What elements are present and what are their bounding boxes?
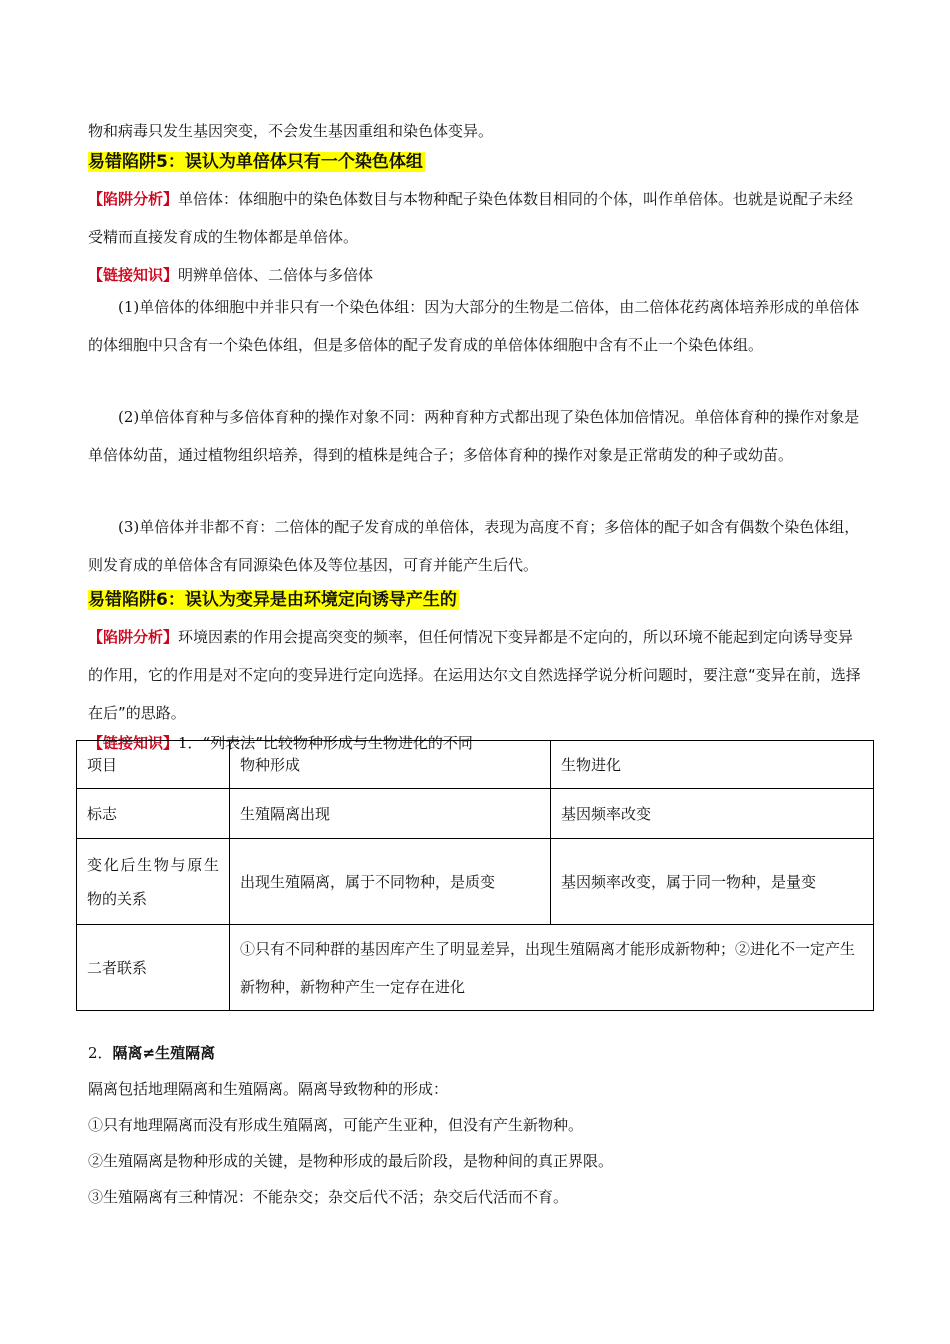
- table-row: [77, 839, 874, 925]
- trap5-point-1: (1)单倍体的体细胞中并非只有一个染色体组：因为大部分的生物是二倍体，由二倍体花药离体培养形成的单倍体的体细胞中只含有一个染色体组，但是多倍体的配子发育成的单倍体体细胞中含有不止一个染色体组。: [88, 298, 860, 354]
- trap5-link-text: 明辨单倍体、二倍体与多倍体: [178, 266, 374, 284]
- section2-title: 隔离≠生殖隔离: [112, 1044, 216, 1062]
- trap5-analysis-tag: 【陷阱分析】: [88, 190, 179, 208]
- comparison-table: [76, 740, 874, 1011]
- table-cell: 基因频率改变，属于同一物种，是量变: [551, 839, 874, 925]
- trap5-analysis-text: 单倍体：体细胞中的染色体数目与本物种配子染色体数目相同的个体，叫作单倍体。也就是说配子未经受精而直接发育成的生物体都是单倍体。: [88, 190, 854, 246]
- section2-heading: [88, 1037, 868, 1069]
- table-header-cell: 生物进化: [551, 741, 874, 789]
- trap5-title: 易错陷阱5：误认为单倍体只有一个染色体组: [88, 152, 423, 172]
- table-header-row: [77, 741, 874, 789]
- table-cell: ①只有不同种群的基因库产生了明显差异，出现生殖隔离才能形成新物种；②进化不一定产生新物种，新物种产生一定存在进化: [230, 925, 874, 1011]
- trap5-link-tag: 【链接知识】: [88, 266, 179, 284]
- trap6-link-tag: 【链接知识】: [88, 734, 179, 752]
- trap5-analysis: [88, 180, 868, 256]
- trap6-link-text: 1．“列表法”比较物种形成与生物进化的不同: [178, 734, 473, 752]
- section2-item-1: ①只有地理隔离而没有形成生殖隔离，可能产生亚种，但没有产生新物种。: [88, 1116, 584, 1134]
- table-cell: 二者联系: [77, 925, 230, 1011]
- trap6-analysis: [88, 618, 868, 732]
- trap5-point-3: (3)单倍体并非都不育：二倍体的配子发育成的单倍体，表现为高度不育；多倍体的配子如含有偶数个染色体组，则发育成的单倍体含有同源染色体及等位基因，可育并能产生后代。: [88, 518, 860, 574]
- intro-line: 物和病毒只发生基因突变，不会发生基因重组和染色体变异。: [88, 122, 494, 140]
- trap6-analysis-text: 环境因素的作用会提高突变的频率，但任何情况下变异都是不定向的，所以环境不能起到定向诱导变异的作用，它的作用是对不定向的变异进行定向选择。在运用达尔文自然选择学说分析问题时，要注意“变异在前，选择在后”的思路。: [88, 628, 861, 722]
- table-cell: 生殖隔离出现: [230, 789, 551, 839]
- table-row: [77, 925, 874, 1011]
- section2-num: 2．: [88, 1044, 113, 1062]
- section2-item-2: ②生殖隔离是物种形成的关键，是物种形成的最后阶段，是物种间的真正界限。: [88, 1152, 614, 1170]
- table-cell: 出现生殖隔离，属于不同物种，是质变: [230, 839, 551, 925]
- trap5-heading: [88, 150, 425, 174]
- trap6-analysis-tag: 【陷阱分析】: [88, 628, 179, 646]
- table-header-cell: 物种形成: [230, 741, 551, 789]
- table-cell: 基因频率改变: [551, 789, 874, 839]
- trap5-point-2: (2)单倍体育种与多倍体育种的操作对象不同：两种育种方式都出现了染色体加倍情况。单倍体育种的操作对象是单倍体幼苗，通过植物组织培养，得到的植株是纯合子；多倍体育种的操作对象是正常萌发的种子或幼苗。: [88, 408, 860, 464]
- table-header-cell: 项目: [77, 741, 230, 789]
- trap6-heading: [88, 588, 459, 612]
- section2-intro: 隔离包括地理隔离和生殖隔离。隔离导致物种的形成：: [88, 1080, 449, 1098]
- section2-item-3: ③生殖隔离有三种情况：不能杂交；杂交后代不活；杂交后代活而不育。: [88, 1188, 569, 1206]
- table-cell: 变化后生物与原生物的关系: [77, 839, 230, 925]
- table-cell: 标志: [77, 789, 230, 839]
- trap6-title: 易错陷阱6：误认为变异是由环境定向诱导产生的: [88, 590, 457, 610]
- table-row: [77, 789, 874, 839]
